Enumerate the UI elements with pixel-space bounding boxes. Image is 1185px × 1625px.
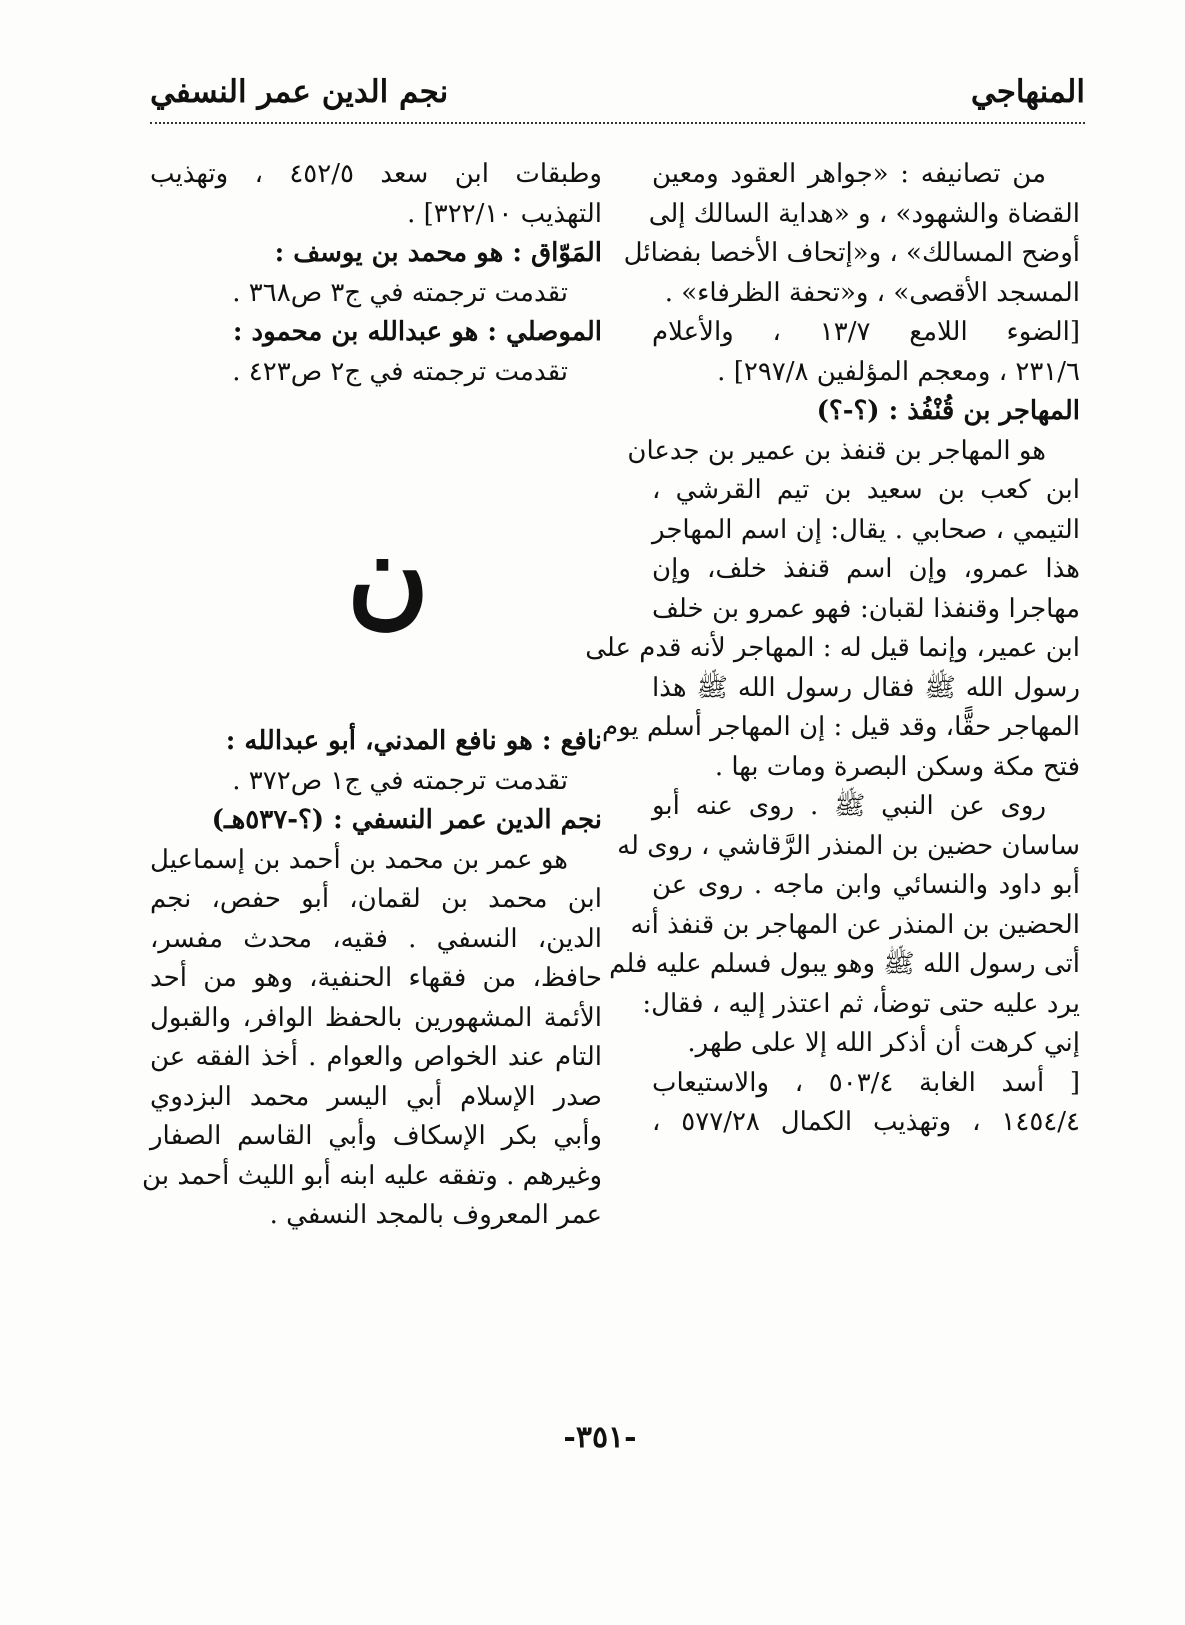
reference-line: [ أسد الغابة ٥٠٣/٤ ، والاستيعاب xyxy=(652,1067,1080,1098)
text-line: هذا عمرو، وإن اسم قنفذ خلف، وإن xyxy=(652,554,1080,584)
entry-title: نجم الدين عمر النسفي : (؟-٥٣٧هـ) xyxy=(211,805,602,835)
text-line: صدر الإسلام أبي اليسر محمد البزدوي xyxy=(150,1081,602,1112)
text-line: وأبي بكر الإسكاف وأبي القاسم الصفار xyxy=(150,1121,602,1151)
text-line: يرد عليه حتى توضأ، ثم اعتذر إليه ، فقال: xyxy=(642,988,1080,1019)
header-dotted-rule xyxy=(150,122,1085,124)
reference-line: [الضوء اللامع ١٣/٧ ، والأعلام xyxy=(652,317,1081,347)
text-line: مهاجرا وقنفذا لقبان: فهو عمرو بن خلف xyxy=(652,593,1080,624)
page-number: -٣٥١- xyxy=(563,1420,637,1455)
text-line: تقدمت ترجمته في ج١ ص٣٧٢ . xyxy=(232,765,568,796)
reference-line: التهذيب ٣٢٢/١٠] . xyxy=(407,198,602,229)
reference-line: وطبقات ابن سعد ٤٥٢/٥ ، وتهذيب xyxy=(150,159,602,189)
text-line: المهاجر حقًّا، وقد قيل : إن المهاجر أسلم يوم xyxy=(601,712,1080,742)
entry-title: المَوّاق : هو محمد بن يوسف : xyxy=(274,238,602,268)
left-column-lower xyxy=(142,722,602,1236)
text-line: الأئمة المشهورين بالحفظ الوافر، والقبول xyxy=(150,1002,602,1033)
reference-line: ١٤٥٤/٤ ، وتهذيب الكمال ٥٧٧/٢٨ ، xyxy=(652,1107,1080,1137)
text-line: إني كرهت أن أذكر الله إلا على طهر. xyxy=(687,1028,1080,1058)
entry-title: الموصلي : هو عبدالله بن محمود : xyxy=(232,317,602,347)
text-line: رسول الله ﷺ فقال رسول الله ﷺ هذا xyxy=(652,672,1080,703)
left-column xyxy=(150,155,602,392)
text-line: تقدمت ترجمته في ج٣ ص٣٦٨ . xyxy=(232,277,568,308)
text-line: عمر المعروف بالمجد النسفي . xyxy=(269,1200,602,1230)
text-line: أبو داود والنسائي وابن ماجه . روى عن xyxy=(652,870,1080,900)
text-line: هو عمر بن محمد بن أحمد بن إسماعيل xyxy=(150,844,568,875)
reference-line: ٢٣١/٦ ، ومعجم المؤلفين ٢٩٧/٨] . xyxy=(717,356,1080,387)
text-line: فتح مكة وسكن البصرة ومات بها . xyxy=(714,751,1080,782)
text-line: المسجد الأقصى» ، و«تحفة الظرفاء» . xyxy=(664,277,1080,308)
text-line: الحضين بن المنذر عن المهاجر بن قنفذ أنه xyxy=(630,909,1080,940)
text-line: حافظ، من فقهاء الحنفية، وهو من أحد xyxy=(150,963,602,993)
text-line: ابن عمير، وإنما قيل له : المهاجر لأنه قدم على xyxy=(585,633,1080,663)
right-column xyxy=(585,155,1081,1143)
text-line: الدين، النسفي . فقيه، محدث مفسر، xyxy=(150,923,602,954)
text-line: تقدمت ترجمته في ج٢ ص٤٢٣ . xyxy=(232,356,568,387)
text-line: أوضح المسالك» ، و«إتحاف الأخصا بفضائل xyxy=(623,238,1080,268)
text-line: التام عند الخواص والعوام . أخذ الفقه عن xyxy=(150,1042,602,1072)
text-line: ابن كعب بن سعيد بن تيم القرشي ، xyxy=(652,475,1080,505)
text-line: من تصانيفه : «جواهر العقود ومعين xyxy=(652,159,1046,189)
entry-title: المهاجر بن قُنْفُذ : (؟-؟) xyxy=(816,396,1080,426)
running-header-right: المنهاجي xyxy=(970,74,1085,110)
text-line: القضاة والشهود» ، و «هداية السالك إلى xyxy=(648,198,1080,229)
text-line: روى عن النبي ﷺ . روى عنه أبو xyxy=(652,791,1046,821)
text-line: هو المهاجر بن قنفذ بن عمير بن جدعان xyxy=(627,435,1046,466)
section-letter: ن xyxy=(346,509,430,640)
entry-title: نافع : هو نافع المدني، أبو عبدالله : xyxy=(225,726,602,756)
running-header-left: نجم الدين عمر النسفي xyxy=(150,74,449,110)
text-line: التيمي ، صحابي . يقال: إن اسم المهاجر xyxy=(652,514,1080,545)
text-line: وغيرهم . وتفقه عليه ابنه أبو الليث أحمد بن xyxy=(142,1160,602,1191)
text-line: أتى رسول الله ﷺ وهو يبول فسلم عليه فلم xyxy=(609,949,1080,979)
text-line: ابن محمد بن لقمان، أبو حفص، نجم xyxy=(150,884,602,914)
text-line: ساسان حضين بن المنذر الرَّقاشي ، روى له xyxy=(617,830,1080,861)
